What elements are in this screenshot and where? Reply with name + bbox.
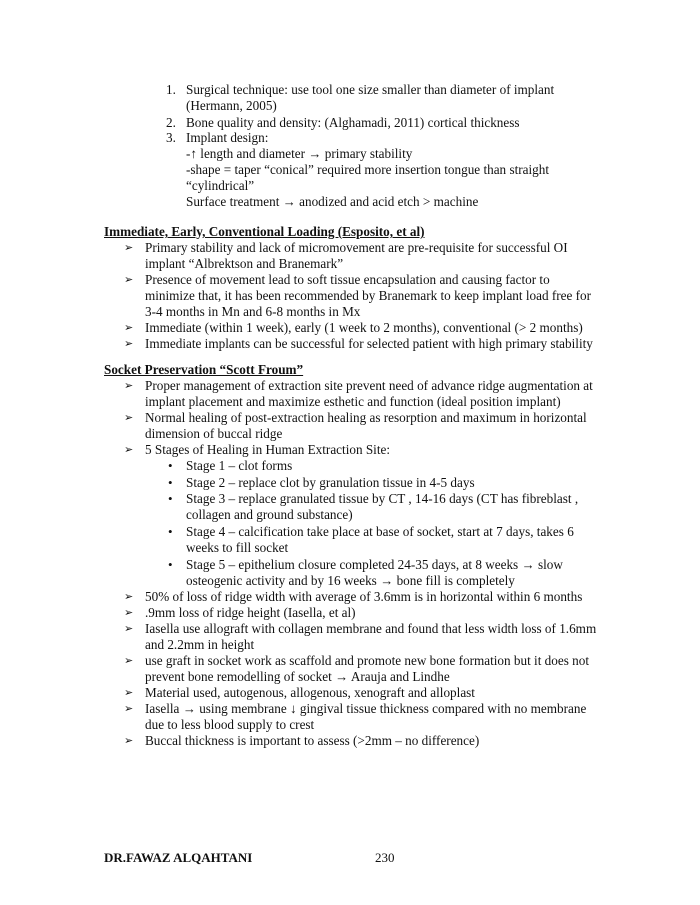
bullet-text: Buccal thickness is important to assess (>2mm – no difference)	[145, 733, 480, 748]
list-marker: 1.	[166, 82, 176, 97]
arrow-bullet-icon: ➢	[124, 412, 134, 424]
dot-bullet-icon: •	[168, 491, 173, 506]
stage-text: Stage 5 – epithelium closure completed 24-35 days, at 8 weeks → slow	[186, 557, 563, 572]
arrow-bullet-icon: ➢	[124, 687, 134, 699]
arrow-bullet-icon: ➢	[124, 703, 134, 715]
bullet-text: minimize that, it has been recommended by Branemark to keep implant load free for	[145, 288, 592, 303]
list-item-text: Surgical technique: use tool one size smaller than diameter of implant	[186, 82, 555, 97]
bullet-text: use graft in socket work as scaffold and promote new bone formation but it does not	[145, 653, 589, 668]
bullet-text: prevent bone remodelling of socket → Arauja and Lindhe	[145, 669, 450, 684]
list-item-text: Implant design:	[186, 130, 269, 145]
bullet-text: .9mm loss of ridge height (Iasella, et al)	[145, 605, 356, 620]
bullet-text: Iasella → using membrane ↓ gingival tissue thickness compared with no membrane	[145, 701, 587, 716]
stage-text: Stage 4 – calcification take place at base of socket, start at 7 days, takes 6	[186, 524, 574, 539]
stage-text: Stage 3 – replace granulated tissue by CT , 14-16 days (CT has fibreblast ,	[186, 491, 579, 506]
stage-text: osteogenic activity and by 16 weeks → bone fill is completely	[186, 573, 515, 588]
bullet-text: Immediate (within 1 week), early (1 week to 2 months), conventional (> 2 months)	[145, 320, 583, 335]
arrow-bullet-icon: ➢	[124, 380, 134, 392]
bullet-text: Iasella use allograft with collagen membrane and found that less width loss of 1.6mm	[145, 621, 597, 636]
bullet-text: 50% of loss of ridge width with average of 3.6mm is in horizontal within 6 months	[145, 589, 583, 604]
dot-bullet-icon: •	[168, 458, 173, 473]
bullet-text: 3-4 months in Mn and 6-8 months in Mx	[145, 304, 361, 319]
list-marker: 3.	[166, 130, 176, 145]
arrow-bullet-icon: ➢	[124, 607, 134, 619]
bullet-text: Presence of movement lead to soft tissue encapsulation and causing factor to	[145, 272, 550, 287]
arrow-bullet-icon: ➢	[124, 444, 134, 456]
bullet-text: Material used, autogenous, allogenous, xenograft and alloplast	[145, 685, 475, 700]
section-heading: Socket Preservation “Scott Froum”	[104, 362, 304, 377]
bullet-text: Normal healing of post-extraction healing as resorption and maximum in horizontal	[145, 410, 587, 425]
stage-text: collagen and ground substance)	[186, 507, 353, 522]
list-item-text: -shape = taper “conical” required more insertion tongue than straight	[186, 162, 549, 177]
arrow-bullet-icon: ➢	[124, 735, 134, 747]
bullet-text: dimension of buccal ridge	[145, 426, 283, 441]
arrow-bullet-icon: ➢	[124, 274, 134, 286]
list-item-text: -↑ length and diameter → primary stability	[186, 146, 413, 161]
page-number: 230	[375, 850, 395, 865]
bullet-text: Proper management of extraction site prevent need of advance ridge augmentation at	[145, 378, 593, 393]
list-item-text: Bone quality and density: (Alghamadi, 2011) cortical thickness	[186, 115, 520, 130]
dot-bullet-icon: •	[168, 557, 173, 572]
bullet-text: implant “Albrektson and Branemark”	[145, 256, 344, 271]
arrow-bullet-icon: ➢	[124, 322, 134, 334]
arrow-bullet-icon: ➢	[124, 623, 134, 635]
stage-text: Stage 2 – replace clot by granulation tissue in 4-5 days	[186, 475, 475, 490]
dot-bullet-icon: •	[168, 524, 173, 539]
dot-bullet-icon: •	[168, 475, 173, 490]
stage-text: weeks to fill socket	[186, 540, 289, 555]
list-marker: 2.	[166, 115, 176, 130]
bullet-text: Primary stability and lack of micromovement are pre-requisite for successful OI	[145, 240, 568, 255]
arrow-bullet-icon: ➢	[124, 338, 134, 350]
section-heading: Immediate, Early, Conventional Loading (Esposito, et al)	[104, 224, 425, 239]
arrow-bullet-icon: ➢	[124, 655, 134, 667]
arrow-bullet-icon: ➢	[124, 591, 134, 603]
stage-text: Stage 1 – clot forms	[186, 458, 293, 473]
list-item-text: (Hermann, 2005)	[186, 98, 277, 113]
arrow-bullet-icon: ➢	[124, 242, 134, 254]
bullet-text: Immediate implants can be successful for selected patient with high primary stability	[145, 336, 593, 351]
bullet-text: and 2.2mm in height	[145, 637, 255, 652]
list-item-text: “cylindrical”	[186, 178, 255, 193]
bullet-text: due to less blood supply to crest	[145, 717, 315, 732]
footer-author: DR.FAWAZ ALQAHTANI	[104, 850, 253, 865]
bullet-text: 5 Stages of Healing in Human Extraction Site:	[145, 442, 391, 457]
bullet-text: implant placement and maximize esthetic and function (ideal position implant)	[145, 394, 561, 409]
list-item-text: Surface treatment → anodized and acid etch > machine	[186, 194, 479, 209]
